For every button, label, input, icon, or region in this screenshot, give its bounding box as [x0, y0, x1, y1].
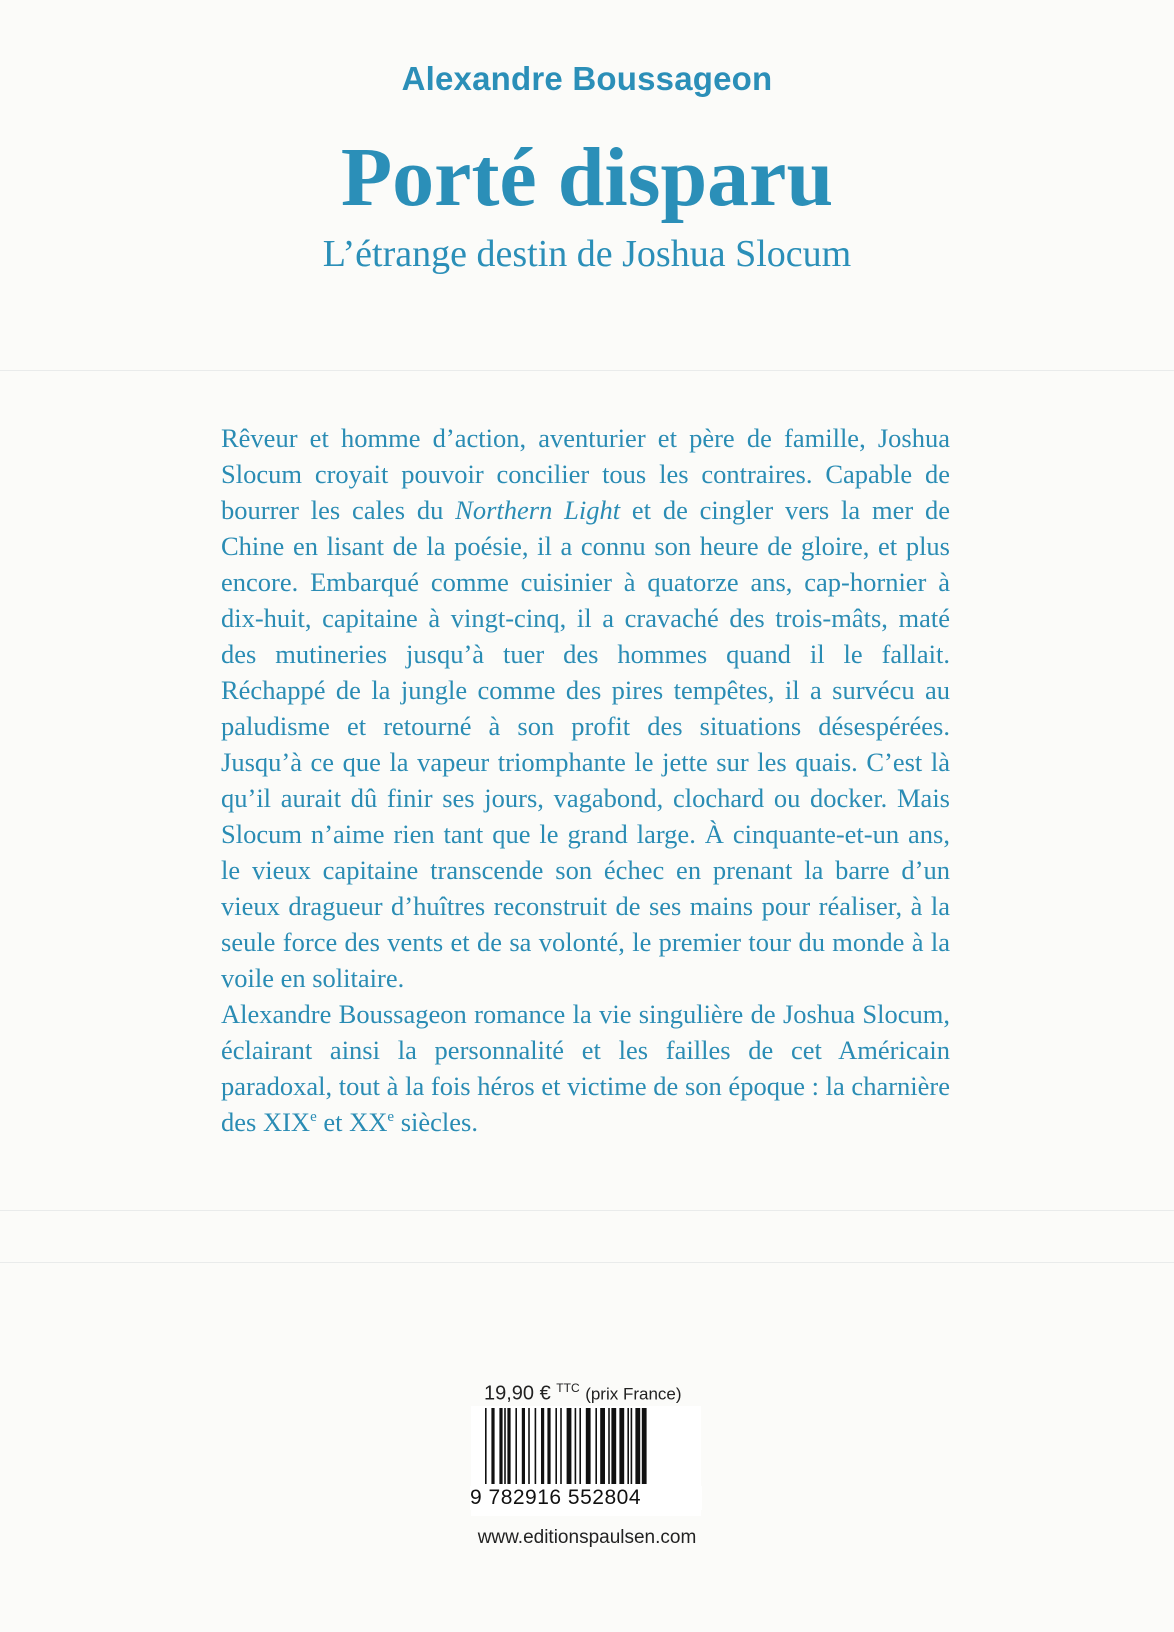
blurb-text: Rêveur et homme d’action, aventurier et père de famille, Joshua Slocum croyait pouvoir concilier tous les contraires. Capable de bourrer les cales du — [221, 423, 950, 525]
price-label — [484, 1381, 682, 1406]
ship-name: Northern Light — [455, 495, 621, 525]
price-amount: 19,90 € — [484, 1382, 551, 1405]
book-title: Porté disparu — [340, 131, 834, 224]
barcode-bar — [608, 1408, 610, 1484]
price-tax: TTC — [556, 1381, 580, 1395]
barcode-bar — [515, 1408, 517, 1484]
barcode-bar — [555, 1408, 557, 1484]
barcode-bar — [491, 1408, 494, 1484]
blurb-text: siècles. — [394, 1107, 478, 1137]
back-cover-blurb — [221, 420, 950, 1140]
barcode-bar — [547, 1408, 550, 1484]
barcode-bar — [579, 1408, 581, 1484]
barcode-bar — [485, 1408, 487, 1484]
book-subtitle: L’étrange destin de Joshua Slocum — [322, 233, 852, 275]
scan-artifact-line — [0, 1210, 1174, 1211]
barcode-bar — [507, 1408, 510, 1484]
barcode-bar — [575, 1408, 577, 1484]
barcode-bar — [635, 1408, 640, 1484]
superscript: e — [387, 1109, 395, 1126]
barcode-bar — [627, 1408, 629, 1484]
blurb-text: et XX — [316, 1107, 388, 1137]
barcode-bars — [471, 1406, 701, 1486]
scan-artifact-line — [0, 1262, 1174, 1263]
price-note: (prix France) — [585, 1384, 682, 1404]
barcode-bar — [560, 1408, 562, 1484]
barcode-bar — [499, 1408, 502, 1484]
barcode-bar — [541, 1408, 544, 1484]
superscript: e — [310, 1109, 317, 1126]
author-name: Alexandre Boussageon — [401, 60, 773, 97]
barcode-bar — [611, 1408, 616, 1484]
isbn-number: 9 782916 552804 — [470, 1486, 702, 1510]
blurb-text: et de cingler vers la mer de Chine en lisant de la poésie, il a connu son heure de gloire, et plus encore. Embarqué comme cuisinier à quatorze ans, cap-hornier à dix-huit, capitaine à vingt-cinq, il a cravaché des trois-mâts, maté des mutineries jusqu’à tuer des hommes quand il le fallait. Réchappé de la jungle comme des pires tempêtes, il a survécu au paludisme et retourné à son profit des situations désespérées. Jusqu’à ce que la vapeur triomphante le jette sur les quais. C’est là qu’il aurait dû finir ses jours, vagabond, clochard ou docker. Mais Slocum n’aime rien tant que le grand large. À cinquante-et-un ans, le vieux capitaine transcende son échec en prenant la barre d’un vieux dragueur d’huîtres reconstruit de ses mains pour réaliser, à la seule force des vents et de sa volonté, le premier tour du monde à la voile en solitaire. — [221, 495, 950, 993]
barcode-bar — [642, 1408, 647, 1484]
blurb-paragraph-1 — [221, 420, 950, 996]
barcode-bar — [631, 1408, 633, 1484]
barcode-bar — [535, 1408, 537, 1484]
barcode-bar — [528, 1408, 530, 1484]
publisher-website: www.editionspaulsen.com — [477, 1527, 697, 1548]
blurb-text: Alexandre Boussageon romance la vie singulière de Joshua Slocum, éclairant ainsi la personnalité et les failles de cet Américain paradoxal, tout à la fois héros et victime de son époque : la charnière des XIX — [221, 999, 950, 1137]
barcode-bar — [567, 1408, 572, 1484]
barcode-bar — [600, 1408, 605, 1484]
scan-artifact-line — [0, 370, 1174, 371]
barcode-bar — [619, 1408, 624, 1484]
barcode-bar — [595, 1408, 597, 1484]
barcode-bar — [586, 1408, 591, 1484]
blurb-paragraph-2 — [221, 996, 950, 1140]
barcode-bar — [522, 1408, 525, 1484]
barcode-bar — [504, 1408, 506, 1484]
